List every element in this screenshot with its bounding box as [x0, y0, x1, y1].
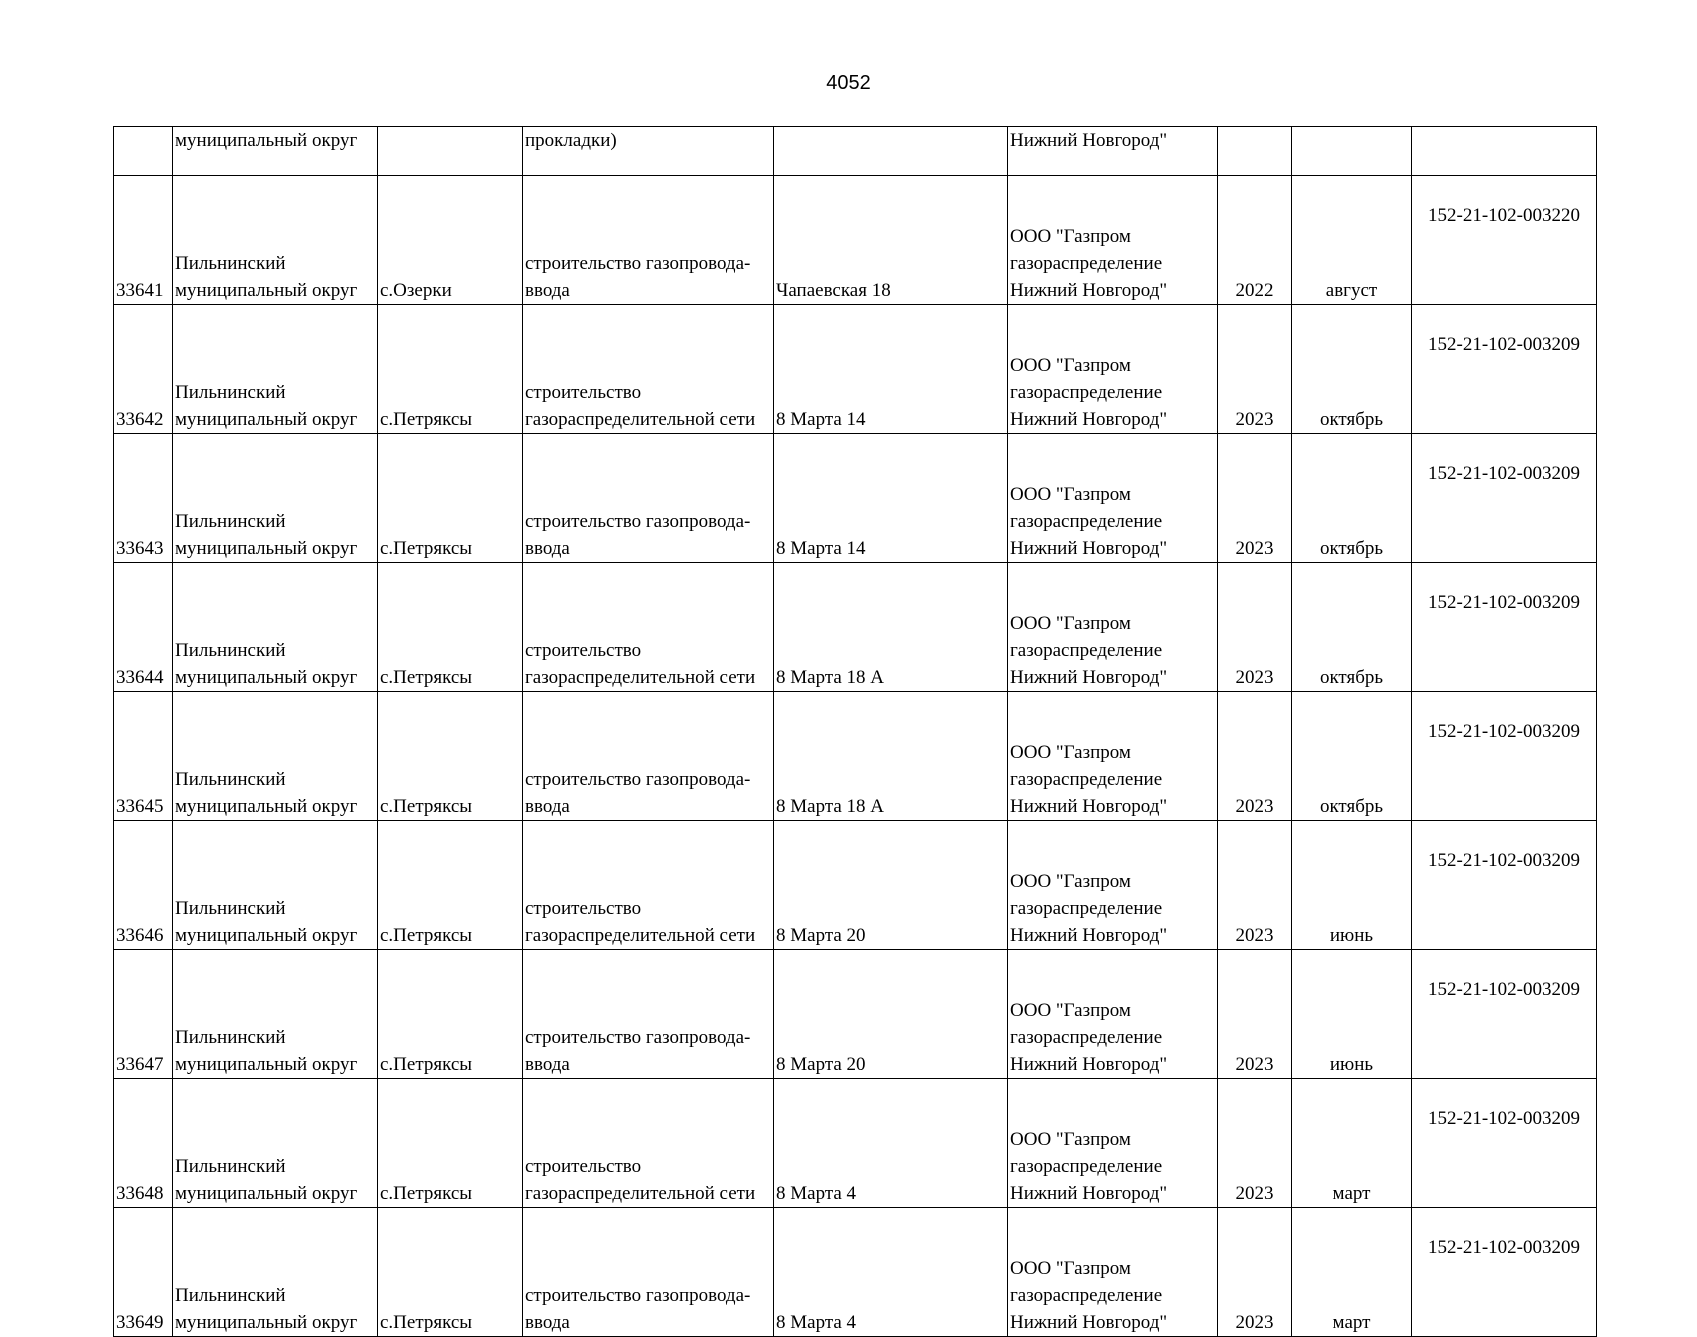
cell-num: 33641 — [114, 176, 173, 305]
work-line-1: строительство газопровода- — [525, 511, 751, 532]
work-line-1: строительство — [525, 382, 642, 403]
cell-settlement: с.Петряксы — [378, 692, 523, 821]
cell-district: муниципальный округ — [173, 127, 378, 176]
cell-work — [523, 305, 774, 434]
table-row — [114, 1208, 1597, 1337]
cell-code: 152-21-102-003209 — [1412, 950, 1597, 1079]
org-line-3: Нижний Новгород" — [1010, 796, 1168, 817]
cell-work — [523, 563, 774, 692]
cell-code: 152-21-102-003209 — [1412, 692, 1597, 821]
district-line-2: муниципальный округ — [175, 925, 358, 946]
district-line-1: Пильнинский — [175, 898, 286, 919]
org-line-2: газораспределение — [1010, 769, 1163, 790]
org-line-2: газораспределение — [1010, 511, 1163, 532]
table-row — [114, 176, 1597, 305]
table-row — [114, 563, 1597, 692]
cell-address: 8 Марта 14 — [774, 434, 1008, 563]
org-line-2: газораспределение — [1010, 1156, 1163, 1177]
cell-month: октябрь — [1292, 563, 1412, 692]
work-line-1: строительство — [525, 640, 642, 661]
cell-address: Чапаевская 18 — [774, 176, 1008, 305]
district-line-1: Пильнинский — [175, 253, 286, 274]
cell-month: август — [1292, 176, 1412, 305]
cell-address: 8 Марта 20 — [774, 950, 1008, 1079]
cell-num: 33647 — [114, 950, 173, 1079]
cell-month — [1292, 127, 1412, 176]
cell-settlement: с.Петряксы — [378, 1079, 523, 1208]
org-line-2: газораспределение — [1010, 1285, 1163, 1306]
district-line-1: Пильнинский — [175, 511, 286, 532]
cell-settlement: с.Петряксы — [378, 305, 523, 434]
district-line-2: муниципальный округ — [175, 1183, 358, 1204]
cell-year: 2023 — [1218, 563, 1292, 692]
org-line-2: газораспределение — [1010, 640, 1163, 661]
gas-works-register-table — [113, 126, 1597, 1337]
cell-work — [523, 692, 774, 821]
cell-district — [173, 692, 378, 821]
org-line-3: Нижний Новгород" — [1010, 538, 1168, 559]
cell-year: 2023 — [1218, 434, 1292, 563]
cell-work — [523, 950, 774, 1079]
org-line-3: Нижний Новгород" — [1010, 409, 1168, 430]
org-line-3: Нижний Новгород" — [1010, 280, 1168, 301]
cell-code — [1412, 127, 1597, 176]
org-line-2: газораспределение — [1010, 382, 1163, 403]
work-line-1: строительство — [525, 898, 642, 919]
cell-settlement: с.Петряксы — [378, 563, 523, 692]
cell-address: 8 Марта 4 — [774, 1079, 1008, 1208]
cell-organization — [1008, 692, 1218, 821]
table-row — [114, 305, 1597, 434]
org-line-1: ООО "Газпром — [1010, 871, 1131, 892]
table-row — [114, 692, 1597, 821]
district-line-1: Пильнинский — [175, 382, 286, 403]
cell-year: 2023 — [1218, 1208, 1292, 1337]
district-line-2: муниципальный округ — [175, 1054, 358, 1075]
org-line-2: газораспределение — [1010, 1027, 1163, 1048]
cell-month: март — [1292, 1079, 1412, 1208]
cell-work — [523, 176, 774, 305]
cell-code: 152-21-102-003209 — [1412, 1079, 1597, 1208]
table-row — [114, 821, 1597, 950]
cell-district — [173, 821, 378, 950]
cell-organization — [1008, 176, 1218, 305]
table-row — [114, 434, 1597, 563]
cell-settlement: с.Петряксы — [378, 434, 523, 563]
cell-num: 33646 — [114, 821, 173, 950]
cell-organization — [1008, 950, 1218, 1079]
work-line-2: газораспределительной сети — [525, 1183, 756, 1204]
cell-year: 2023 — [1218, 821, 1292, 950]
table-row — [114, 1079, 1597, 1208]
district-line-2: муниципальный округ — [175, 538, 358, 559]
cell-num: 33643 — [114, 434, 173, 563]
org-line-3: Нижний Новгород" — [1010, 1183, 1168, 1204]
work-line-2: ввода — [525, 1054, 570, 1075]
org-line-2: газораспределение — [1010, 898, 1163, 919]
cell-organization — [1008, 305, 1218, 434]
work-line-2: ввода — [525, 538, 570, 559]
cell-settlement: с.Петряксы — [378, 1208, 523, 1337]
cell-num: 33644 — [114, 563, 173, 692]
cell-district — [173, 1079, 378, 1208]
cell-code: 152-21-102-003209 — [1412, 821, 1597, 950]
cell-organization: Нижний Новгород" — [1008, 127, 1218, 176]
cell-month: июнь — [1292, 821, 1412, 950]
org-line-3: Нижний Новгород" — [1010, 1054, 1168, 1075]
cell-work — [523, 1079, 774, 1208]
cell-settlement: с.Петряксы — [378, 821, 523, 950]
cell-organization — [1008, 563, 1218, 692]
cell-settlement — [378, 127, 523, 176]
work-line-2: ввода — [525, 1312, 570, 1333]
district-line-2: муниципальный округ — [175, 280, 358, 301]
cell-year — [1218, 127, 1292, 176]
district-line-1: Пильнинский — [175, 640, 286, 661]
district-line-1: Пильнинский — [175, 1285, 286, 1306]
org-line-1: ООО "Газпром — [1010, 613, 1131, 634]
cell-district — [173, 305, 378, 434]
cell-code: 152-21-102-003220 — [1412, 176, 1597, 305]
cell-work — [523, 1208, 774, 1337]
org-line-3: Нижний Новгород" — [1010, 925, 1168, 946]
cell-year: 2023 — [1218, 1079, 1292, 1208]
district-line-1: Пильнинский — [175, 1156, 286, 1177]
org-line-1: ООО "Газпром — [1010, 355, 1131, 376]
cell-month: июнь — [1292, 950, 1412, 1079]
work-line-1: строительство — [525, 1156, 642, 1177]
cell-code: 152-21-102-003209 — [1412, 434, 1597, 563]
org-line-1: ООО "Газпром — [1010, 1000, 1131, 1021]
district-line-2: муниципальный округ — [175, 1312, 358, 1333]
cell-address: 8 Марта 20 — [774, 821, 1008, 950]
cell-address: 8 Марта 18 А — [774, 692, 1008, 821]
page-number: 4052 — [826, 72, 871, 94]
cell-organization — [1008, 434, 1218, 563]
work-line-1: строительство газопровода- — [525, 1027, 751, 1048]
cell-num: 33645 — [114, 692, 173, 821]
cell-year: 2023 — [1218, 950, 1292, 1079]
work-line-1: строительство газопровода- — [525, 1285, 751, 1306]
cell-code: 152-21-102-003209 — [1412, 563, 1597, 692]
work-line-2: газораспределительной сети — [525, 925, 756, 946]
cell-work — [523, 434, 774, 563]
cell-num — [114, 127, 173, 176]
work-line-1: строительство газопровода- — [525, 253, 751, 274]
cell-settlement: с.Петряксы — [378, 950, 523, 1079]
cell-year: 2022 — [1218, 176, 1292, 305]
cell-month: октябрь — [1292, 305, 1412, 434]
cell-settlement: с.Озерки — [378, 176, 523, 305]
cell-organization — [1008, 1208, 1218, 1337]
table-row — [114, 950, 1597, 1079]
cell-district — [173, 176, 378, 305]
cell-month: октябрь — [1292, 692, 1412, 821]
work-line-2: газораспределительной сети — [525, 667, 756, 688]
work-line-1: строительство газопровода- — [525, 769, 751, 790]
org-line-1: ООО "Газпром — [1010, 226, 1131, 247]
cell-address: 8 Марта 14 — [774, 305, 1008, 434]
continuation-row — [114, 127, 1597, 176]
cell-year: 2023 — [1218, 305, 1292, 434]
district-line-2: муниципальный округ — [175, 409, 358, 430]
org-line-1: ООО "Газпром — [1010, 484, 1131, 505]
cell-num: 33649 — [114, 1208, 173, 1337]
district-line-2: муниципальный округ — [175, 667, 358, 688]
org-line-1: ООО "Газпром — [1010, 1129, 1131, 1150]
cell-year: 2023 — [1218, 692, 1292, 821]
cell-address: 8 Марта 18 А — [774, 563, 1008, 692]
cell-work — [523, 821, 774, 950]
district-line-1: Пильнинский — [175, 769, 286, 790]
cell-code: 152-21-102-003209 — [1412, 1208, 1597, 1337]
cell-month: март — [1292, 1208, 1412, 1337]
org-line-3: Нижний Новгород" — [1010, 1312, 1168, 1333]
org-line-2: газораспределение — [1010, 253, 1163, 274]
cell-address — [774, 127, 1008, 176]
cell-month: октябрь — [1292, 434, 1412, 563]
org-line-1: ООО "Газпром — [1010, 742, 1131, 763]
org-line-1: ООО "Газпром — [1010, 1258, 1131, 1279]
district-line-2: муниципальный округ — [175, 796, 358, 817]
cell-organization — [1008, 1079, 1218, 1208]
cell-district — [173, 434, 378, 563]
work-line-2: ввода — [525, 796, 570, 817]
work-line-2: газораспределительной сети — [525, 409, 756, 430]
cell-organization — [1008, 821, 1218, 950]
cell-district — [173, 563, 378, 692]
work-line-2: ввода — [525, 280, 570, 301]
cell-num: 33648 — [114, 1079, 173, 1208]
district-line-1: Пильнинский — [175, 1027, 286, 1048]
org-line-3: Нижний Новгород" — [1010, 667, 1168, 688]
cell-num: 33642 — [114, 305, 173, 434]
cell-address: 8 Марта 4 — [774, 1208, 1008, 1337]
cell-work: прокладки) — [523, 127, 774, 176]
cell-district — [173, 950, 378, 1079]
cell-code: 152-21-102-003209 — [1412, 305, 1597, 434]
cell-district — [173, 1208, 378, 1337]
